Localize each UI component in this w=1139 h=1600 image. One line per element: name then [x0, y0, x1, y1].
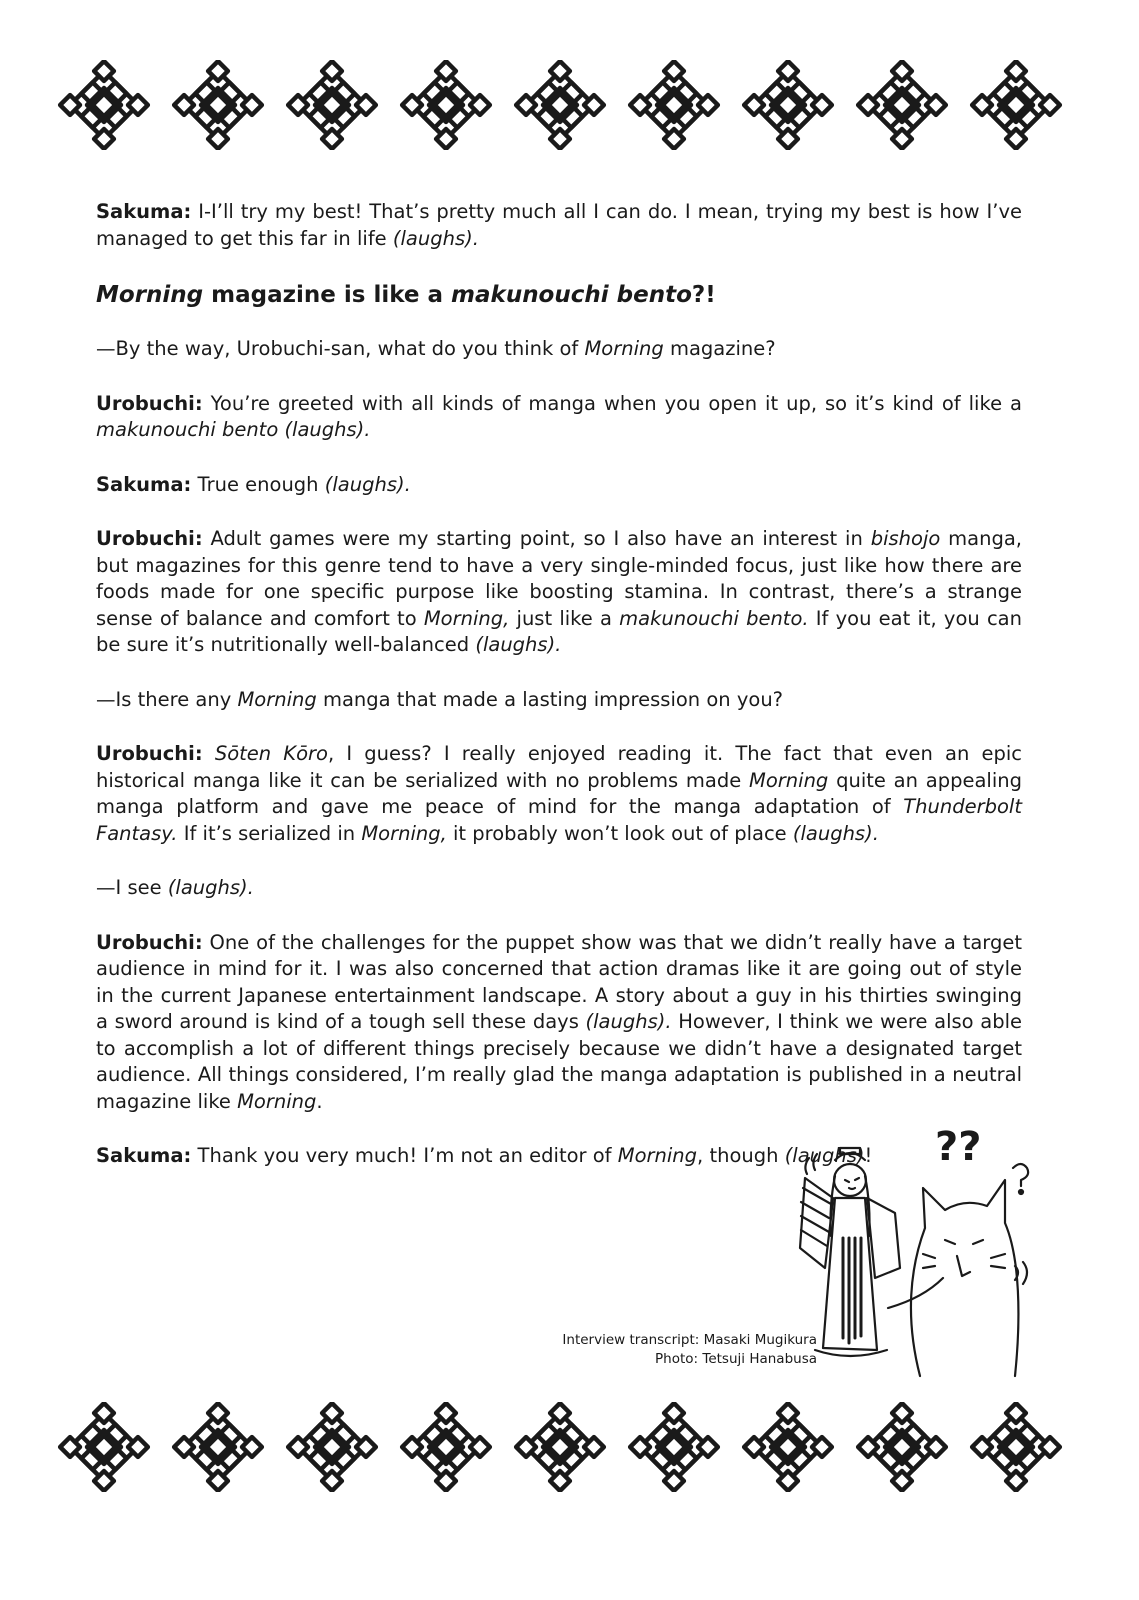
question-mark-text: ?? — [935, 1124, 982, 1170]
question-mark-dot — [1019, 1190, 1023, 1194]
endless-knot-icon — [166, 1402, 270, 1492]
endless-knot-icon — [964, 60, 1068, 150]
speaker-label: Sakuma: — [96, 1144, 192, 1167]
interviewer-question-3: —I see (laughs). — [96, 876, 254, 899]
paragraph-urobuchi-3: Urobuchi: Sōten Kōro, I guess? I really enjoyed reading it. The fact that even an epic historical manga like it can be serialized with no problems made Morning quite an appealing manga platform and gave me peace of mind for the manga adaptation of Thunderbolt Fantasy. If it’s serialized in Morning, it probably won’t look out of place (laughs). — [96, 742, 1022, 845]
puppet-hair-ornament — [835, 1148, 865, 1160]
speaker-label: Urobuchi: — [96, 527, 203, 550]
endless-knot-icon — [622, 1402, 726, 1492]
cat-outline — [911, 1180, 1018, 1376]
endless-knot-icon — [166, 60, 270, 150]
interviewer-question-2: —Is there any Morning manga that made a lasting impression on you? — [96, 687, 784, 711]
cat-whiskers — [923, 1254, 1005, 1268]
robe-stripes — [843, 1238, 861, 1343]
endless-knot-icon — [850, 60, 954, 150]
cat-arm — [888, 1278, 943, 1308]
cat-mouth — [957, 1256, 970, 1276]
credits-block — [562, 1331, 817, 1369]
paragraph-urobuchi-4: Urobuchi: One of the challenges for the puppet show was that we didn’t really have a target audience in mind for it. I was also concerned that action dramas like it are going out of style in the current Japanese entertainment landscape. A story about a guy in his thirties swinging a sword around is kind of a tough sell these days (laughs). However, I think we were also able to accomplish a lot of different things precisely because we didn’t have a designated target audience. All things considered, I’m really glad the manga adaptation is published in a neutral magazine like Morning. — [96, 930, 1022, 1113]
endless-knot-icon — [52, 1402, 156, 1492]
paragraph-urobuchi-1: Urobuchi: You’re greeted with all kinds of manga when you open it up, so it’s kind of like a makunouchi bento (laughs). — [96, 391, 1022, 441]
interviewer-question-1: —By the way, Urobuchi-san, what do you think of Morning magazine? — [96, 337, 776, 360]
top-knot-border — [0, 60, 1139, 150]
endless-knot-icon — [508, 1402, 612, 1492]
transcript-credit: Interview transcript: Masaki Mugikura — [562, 1332, 817, 1348]
speaker-label: Urobuchi: — [96, 391, 203, 415]
sleeve-stripes — [801, 1188, 831, 1246]
speaker-label: Sakuma: — [96, 200, 192, 223]
article-body — [96, 199, 1022, 1198]
endless-knot-icon — [394, 1402, 498, 1492]
paragraph-sakuma-1: Sakuma: I-I’ll try my best! That’s pretty much all I can do. I mean, trying my best is how I’ve managed to get this far in life (laughs). — [96, 200, 1022, 250]
puppet-left-sleeve — [800, 1178, 833, 1268]
endless-knot-icon — [280, 60, 384, 150]
speaker-label: Urobuchi: — [96, 742, 203, 765]
endless-knot-icon — [736, 60, 840, 150]
paragraph-sakuma-2: Sakuma: True enough (laughs). — [96, 472, 411, 496]
endless-knot-icon — [622, 60, 726, 150]
paragraph-sakuma-3: Sakuma: Thank you very much! I’m not an editor of Morning, though (laughs)! — [96, 1144, 873, 1167]
speaker-label: Urobuchi: — [96, 930, 203, 954]
endless-knot-icon — [508, 60, 612, 150]
speaker-label: Sakuma: — [96, 472, 192, 496]
puppet-right-sleeve — [867, 1198, 900, 1278]
question-mark-small — [1013, 1164, 1028, 1186]
bottom-knot-border — [0, 1402, 1139, 1492]
puppet-and-cat-illustration — [795, 1118, 1045, 1378]
puppet-head — [834, 1164, 866, 1196]
endless-knot-icon — [52, 60, 156, 150]
endless-knot-icon — [850, 1402, 954, 1492]
endless-knot-icon — [394, 60, 498, 150]
endless-knot-icon — [736, 1402, 840, 1492]
section-heading: Morning magazine is like a makunouchi bento?! — [96, 282, 716, 308]
photo-credit: Photo: Tetsuji Hanabusa — [655, 1351, 817, 1367]
endless-knot-icon — [964, 1402, 1068, 1492]
puppet-motion-lines — [805, 1154, 817, 1174]
paragraph-urobuchi-2: Urobuchi: Adult games were my starting point, so I also have an interest in bishojo manga, but magazines for this genre tend to have a very single-minded focus, just like how there are foods made for one specific purpose like boosting stamina. In contrast, there’s a strange sense of balance and comfort to Morning, just like a makunouchi bento. If you eat it, you can be sure it’s nutritionally well-balanced (laughs). — [96, 527, 1022, 656]
cat-eyes — [945, 1240, 983, 1244]
puppet-hair — [831, 1176, 870, 1236]
puppet-face — [845, 1178, 859, 1189]
endless-knot-icon — [280, 1402, 384, 1492]
